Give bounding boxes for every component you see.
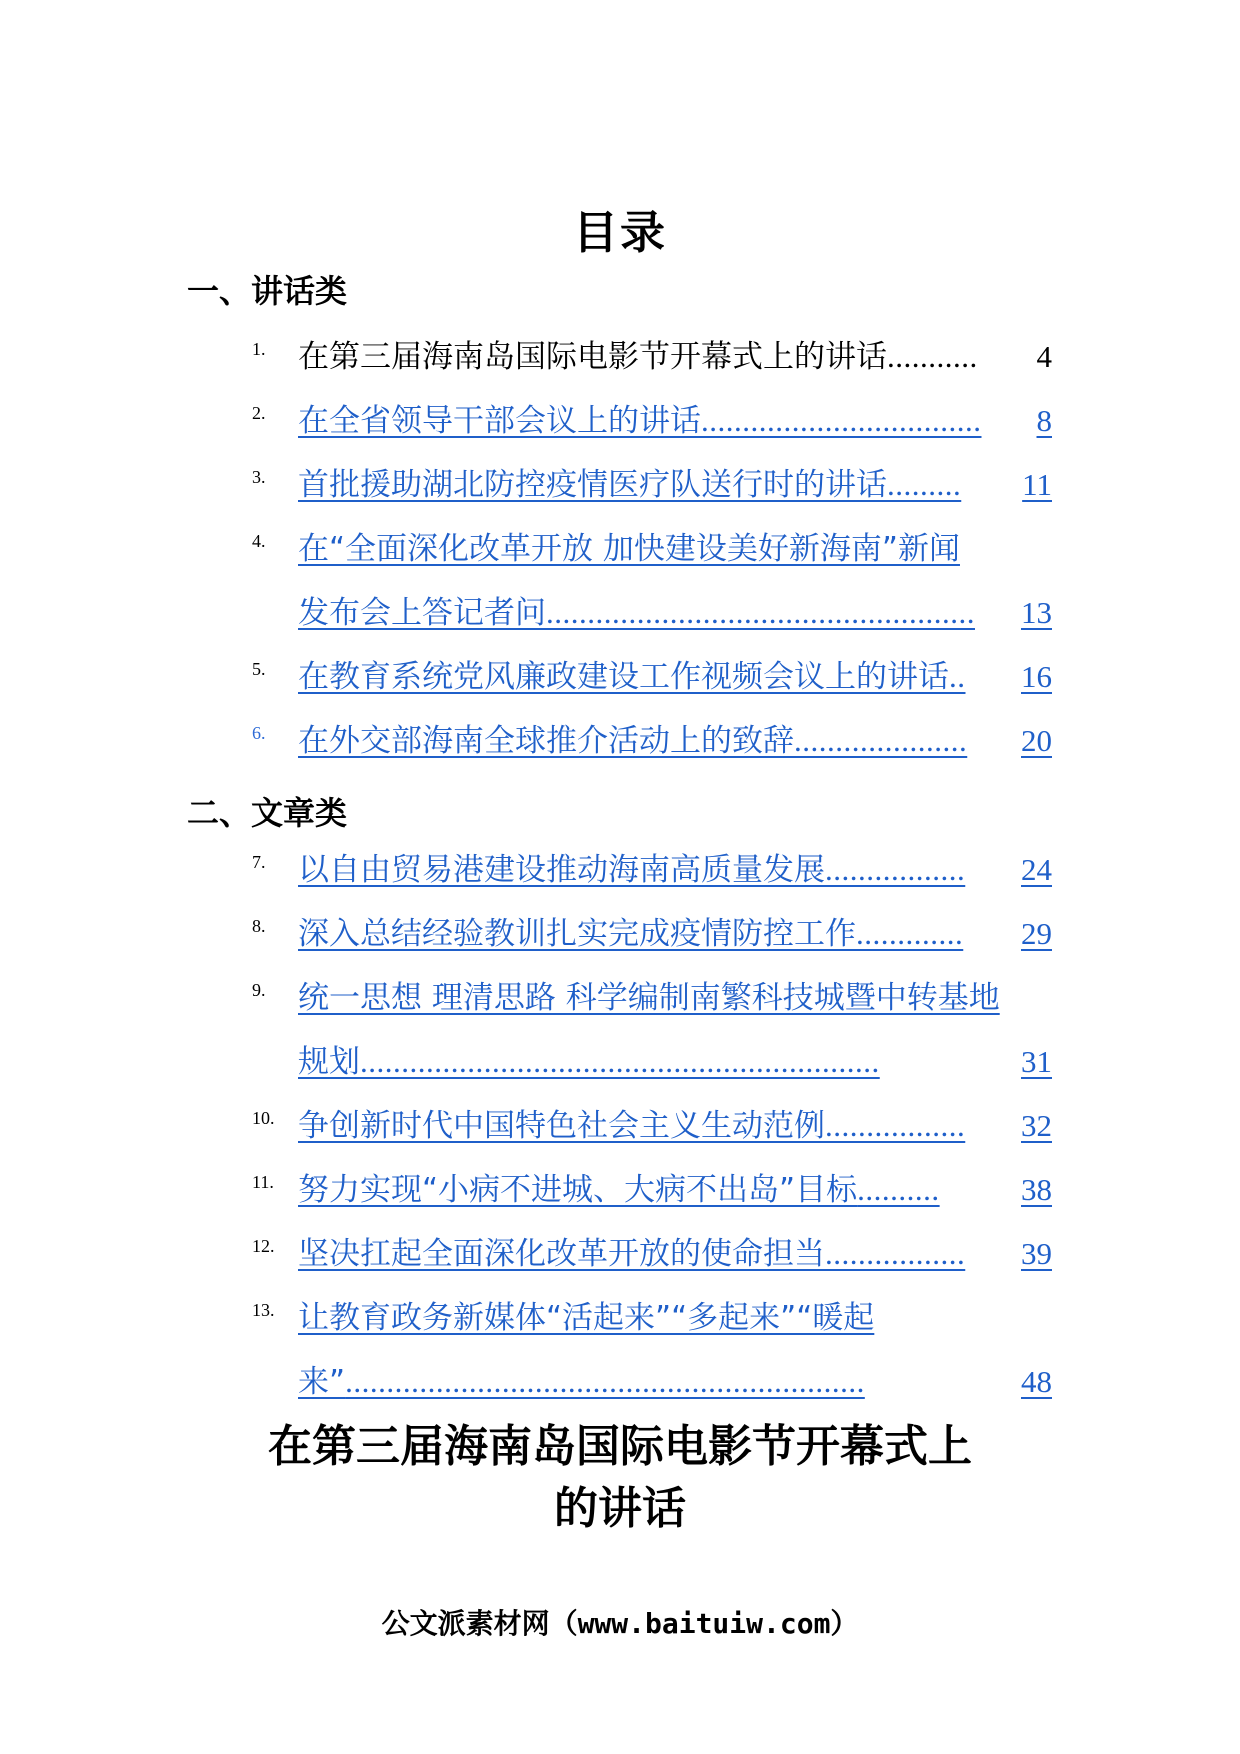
- page-number[interactable]: 29: [1021, 916, 1052, 951]
- page-number[interactable]: 20: [1021, 723, 1052, 758]
- entry-number: 4.: [252, 531, 266, 551]
- entry-number: 8.: [252, 916, 266, 936]
- page-number[interactable]: 11: [1022, 467, 1052, 502]
- entry-title[interactable]: 首批援助湖北防控疫情医疗队送行时的讲话: [298, 467, 887, 503]
- leader-dots: ...............................................................: [360, 1044, 880, 1079]
- footer-source: 公文派素材网（www.baituiw.com）: [381, 1607, 859, 1640]
- entry-number: 2.: [252, 403, 266, 423]
- leader-dots: ....................................................: [546, 595, 975, 630]
- entry-title[interactable]: 深入总结经验教训扎实完成疫情防控工作: [298, 916, 856, 952]
- leader-dots: .................: [825, 1236, 966, 1271]
- page-number[interactable]: 38: [1021, 1172, 1052, 1207]
- entry-number: 1.: [252, 339, 266, 359]
- leader-dots: .................: [825, 852, 966, 887]
- leader-dots: ...........: [887, 339, 978, 374]
- entry-title[interactable]: 努力实现“小病不进城、大病不出岛”目标: [298, 1172, 858, 1208]
- page-number[interactable]: 24: [1021, 852, 1052, 887]
- entry-title-line-2[interactable]: 发布会上答记者问: [298, 595, 546, 631]
- entry-title-line-1[interactable]: 在“全面深化改革开放 加快建设美好新海南”新闻: [298, 531, 960, 567]
- entry-title-line-2[interactable]: 规划: [298, 1044, 360, 1080]
- entry-number: 12.: [252, 1236, 275, 1256]
- entry-number: 6.: [252, 723, 266, 743]
- leader-dots: .....................: [794, 723, 968, 758]
- page-number[interactable]: 39: [1021, 1236, 1052, 1271]
- entry-title[interactable]: 在全省领导干部会议上的讲话: [298, 403, 701, 439]
- page-number[interactable]: 8: [1036, 403, 1052, 438]
- leader-dots: ..........: [857, 1172, 940, 1207]
- entry-number: 13.: [252, 1300, 275, 1320]
- entry-title[interactable]: 在外交部海南全球推介活动上的致辞: [298, 723, 794, 759]
- leader-dots: ..: [949, 659, 966, 694]
- entry-title-line-1[interactable]: 统一思想 理清思路 科学编制南繁科技城暨中转基地: [298, 980, 1000, 1016]
- leader-dots: ...............................................................: [345, 1364, 865, 1399]
- section-heading-speeches: 一、讲话类: [187, 272, 348, 310]
- page-number[interactable]: 32: [1021, 1108, 1052, 1143]
- entry-number: 5.: [252, 659, 266, 679]
- entry-title: 在第三届海南岛国际电影节开幕式上的讲话: [298, 339, 887, 375]
- entry-number: 7.: [252, 852, 266, 872]
- entry-title[interactable]: 以自由贸易港建设推动海南高质量发展: [298, 852, 825, 888]
- page-number[interactable]: 31: [1021, 1044, 1052, 1079]
- page-number[interactable]: 13: [1021, 595, 1052, 630]
- section-heading-articles: 二、文章类: [187, 794, 348, 832]
- page-number: 4: [1036, 339, 1052, 374]
- toc-title: 目录: [572, 206, 667, 259]
- document-title-line-2: 的讲话: [554, 1483, 686, 1534]
- leader-dots: .............: [856, 916, 964, 951]
- leader-dots: ..................................: [701, 403, 982, 438]
- entry-number: 11.: [252, 1172, 274, 1192]
- leader-dots: .................: [825, 1108, 966, 1143]
- entry-title-line-1[interactable]: 让教育政务新媒体“活起来”“多起来”“暖起: [298, 1300, 875, 1336]
- leader-dots: .........: [887, 467, 962, 502]
- entry-number: 3.: [252, 467, 266, 487]
- page-number[interactable]: 48: [1021, 1364, 1052, 1399]
- entry-title[interactable]: 争创新时代中国特色社会主义生动范例: [298, 1108, 825, 1144]
- entry-title[interactable]: 在教育系统党风廉政建设工作视频会议上的讲话: [298, 659, 949, 695]
- document-title: [0, 1416, 1240, 1540]
- entry-title[interactable]: 坚决扛起全面深化改革开放的使命担当: [298, 1236, 825, 1272]
- page-number[interactable]: 16: [1021, 659, 1052, 694]
- entry-number: 10.: [252, 1108, 275, 1128]
- document-title-line-1: 在第三届海南岛国际电影节开幕式上: [268, 1421, 972, 1472]
- entry-number: 9.: [252, 980, 266, 1000]
- entry-title-line-2[interactable]: 来”: [298, 1364, 346, 1400]
